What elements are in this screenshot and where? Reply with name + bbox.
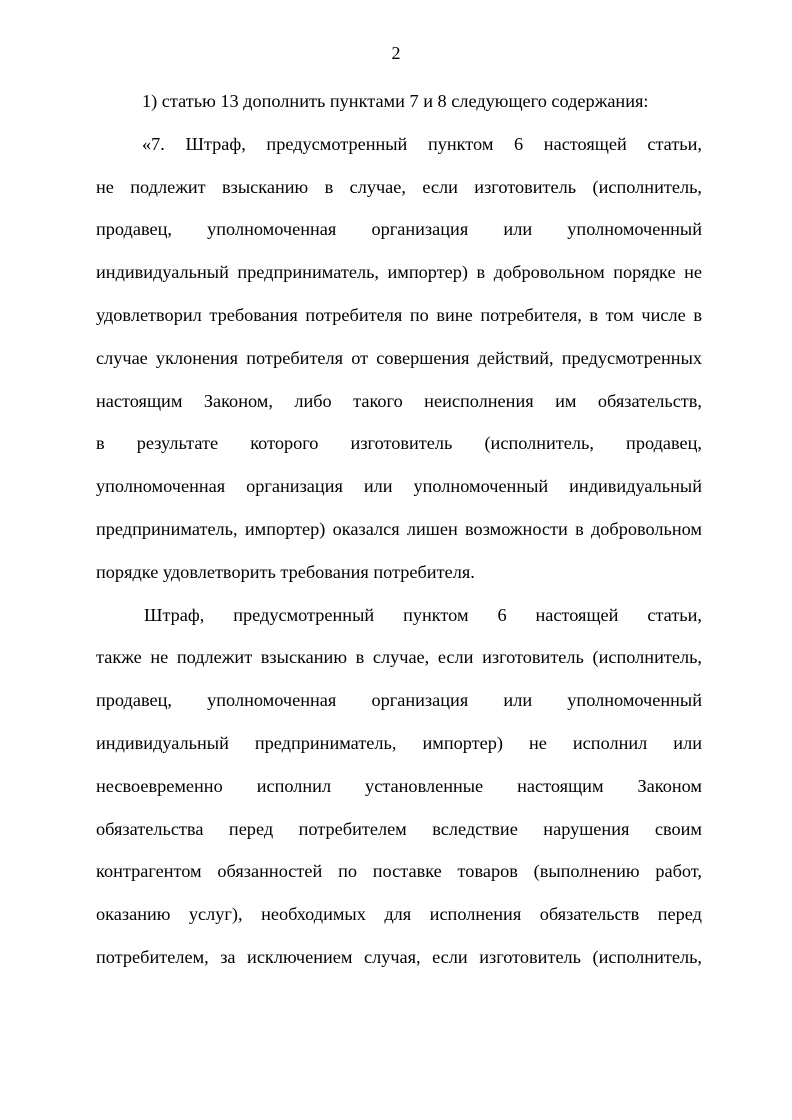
document-body	[96, 88, 702, 987]
text-line: также не подлежит взысканию в случае, если изготовитель (исполнитель,	[96, 647, 702, 668]
text-line: «7. Штраф, предусмотренный пунктом 6 настоящей статьи,	[142, 133, 702, 154]
text-line: предприниматель, импортер) оказался лишен возможности в добровольном	[96, 518, 702, 539]
text-line: уполномоченная организация или уполномоченный индивидуальный	[96, 476, 702, 497]
text-line: обязательства перед потребителем вследствие нарушения своим	[96, 818, 702, 839]
page-number: 2	[391, 43, 401, 63]
text-line: несвоевременно исполнил установленные настоящим Законом	[96, 775, 702, 796]
text-line: индивидуальный предприниматель, импортер) не исполнил или	[96, 732, 702, 753]
text-line: случае уклонения потребителя от совершения действий, предусмотренных	[96, 347, 702, 368]
text-line: Штраф, предусмотренный пунктом 6 настоящей статьи,	[144, 604, 702, 625]
text-line: контрагентом обязанностей по поставке товаров (выполнению работ,	[96, 861, 702, 882]
text-line: продавец, уполномоченная организация или уполномоченный	[96, 690, 702, 711]
text-line: потребителем, за исключением случая, если изготовитель (исполнитель,	[96, 946, 702, 967]
text-line: продавец, уполномоченная организация или уполномоченный	[96, 219, 702, 240]
text-line: оказанию услуг), необходимых для исполнения обязательств перед	[96, 904, 702, 925]
text-line: удовлетворил требования потребителя по вине потребителя, в том числе в	[96, 304, 702, 325]
text-line: порядке удовлетворить требования потребителя.	[96, 561, 475, 582]
text-line: индивидуальный предприниматель, импортер) в добровольном порядке не	[96, 262, 702, 283]
text-line: не подлежит взысканию в случае, если изготовитель (исполнитель,	[96, 176, 702, 197]
text-line: в результате которого изготовитель (исполнитель, продавец,	[96, 433, 702, 454]
text-line: настоящим Законом, либо такого неисполнения им обязательств,	[96, 390, 702, 411]
text-line: 1) статью 13 дополнить пунктами 7 и 8 следующего содержания:	[142, 91, 649, 111]
